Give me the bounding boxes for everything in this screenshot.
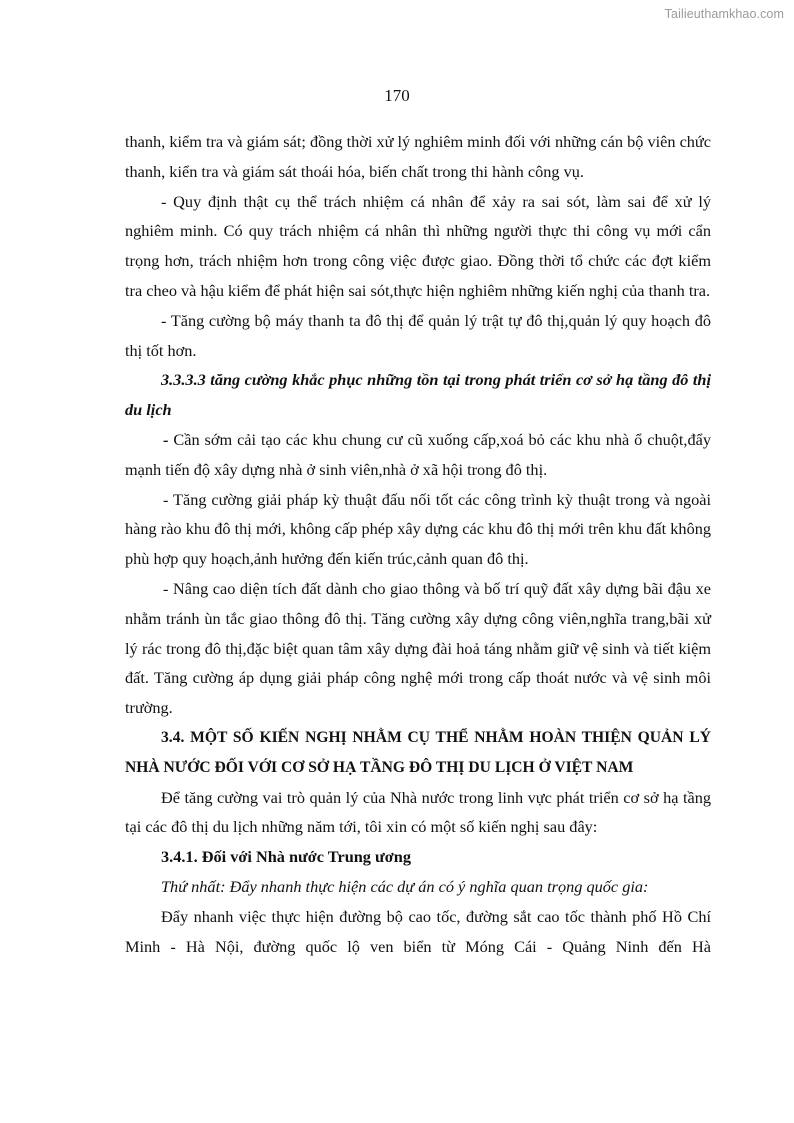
page-number: 170: [384, 86, 410, 105]
paragraph-land-allocation: - Nâng cao diện tích đất dành cho giao thông và bố trí quỹ đất xây dựng bãi đậu xe nhằm tránh ùn tắc giao thông đô thị. Tăng cường xây dựng công viên,nghĩa trang,bãi xử lý rác trong đô thị,đặc biệt quan tâm xây dựng đài hoả táng nhằm giữ vệ sinh và tiết kiệm đất. Tăng cường áp dụng giải pháp công nghệ mới trong cấp thoát nước và vệ sinh môi trường.: [125, 578, 711, 718]
section-heading-3-4-1: 3.4.1. Đối với Nhà nước Trung ương: [161, 847, 411, 867]
section-heading-3-3-3-3: 3.3.3.3 tăng cường khắc phục những tồn tại trong phát triển cơ sở hạ tầng đô thị du lịch: [125, 370, 711, 420]
paragraph-renovation-text: Cần sớm cải tạo các khu chung cư cũ xuống cấp,xoá bỏ các khu nhà ổ chuột,đẩy mạnh tiến độ xây dựng nhà ở sinh viên,nhà ở xã hội trong đô thị.: [125, 429, 711, 479]
paragraph-technical-solutions: - Tăng cường giải pháp kỳ thuật đấu nối tốt các công trình kỳ thuật trong và ngoài hàng rào khu đô thị mới, không cấp phép xây dựng các khu đô thị mới trên khu đất không phù hợp quy hoạch,ảnh hưởng đến kiến trúc,cảnh quan đô thị.: [125, 489, 711, 569]
paragraph-first-point: Thứ nhất: Đẩy nhanh thực hiện các dự án có ý nghĩa quan trọng quốc gia:: [161, 876, 649, 896]
bullet-dash: -: [163, 429, 169, 449]
paragraph-renovation: [125, 425, 711, 485]
watermark: Tailieuthamkhao.com: [664, 7, 784, 21]
paragraph-recommendations-intro: Để tăng cường vai trò quản lý của Nhà nước trong linh vực phát triển cơ sở hạ tầng tại các đô thị du lịch những năm tới, tôi xin có một số kiến nghị sau đây:: [125, 787, 711, 837]
body-text: [125, 127, 711, 961]
paragraph-inspection-apparatus: - Tăng cường bộ máy thanh ta đô thị để quản lý trật tự đô thị,quản lý quy hoạch đô thị tốt hơn.: [125, 310, 711, 360]
section-heading-3-4: 3.4. MỘT SỐ KIẾN NGHỊ NHẰM CỤ THỂ NHẰM HOÀN THIỆN QUẢN LÝ NHÀ NƯỚC ĐỐI VỚI CƠ SỞ HẠ TẦNG ĐÔ THỊ DU LỊCH Ở VIỆT NAM: [125, 728, 711, 776]
paragraph-continuation: thanh, kiểm tra và giám sát; đồng thời xử lý nghiêm minh đối với những cán bộ viên chức thanh, kiển tra và giám sát thoái hóa, biến chất trong thi hành công vụ.: [125, 132, 711, 181]
paragraph-responsibility: - Quy định thật cụ thể trách nhiệm cá nhân để xảy ra sai sót, làm sai để xử lý nghiêm minh. Có quy trách nhiệm cá nhân thì những người thực thi công vụ mới cẩn trọng hơn, trách nhiệm hơn trong công việc được giao. Đồng thời tổ chức các đợt kiểm tra cheo và hậu kiểm để phát hiện sai sót,thực hiện nghiêm những kiến nghị của thanh tra.: [125, 191, 711, 300]
paragraph-highways: Đẩy nhanh việc thực hiện đường bộ cao tốc, đường sắt cao tốc thành phố Hồ Chí Minh - Hà Nội, đường quốc lộ ven biển từ Móng Cái - Quảng Ninh đến Hà: [125, 906, 711, 956]
